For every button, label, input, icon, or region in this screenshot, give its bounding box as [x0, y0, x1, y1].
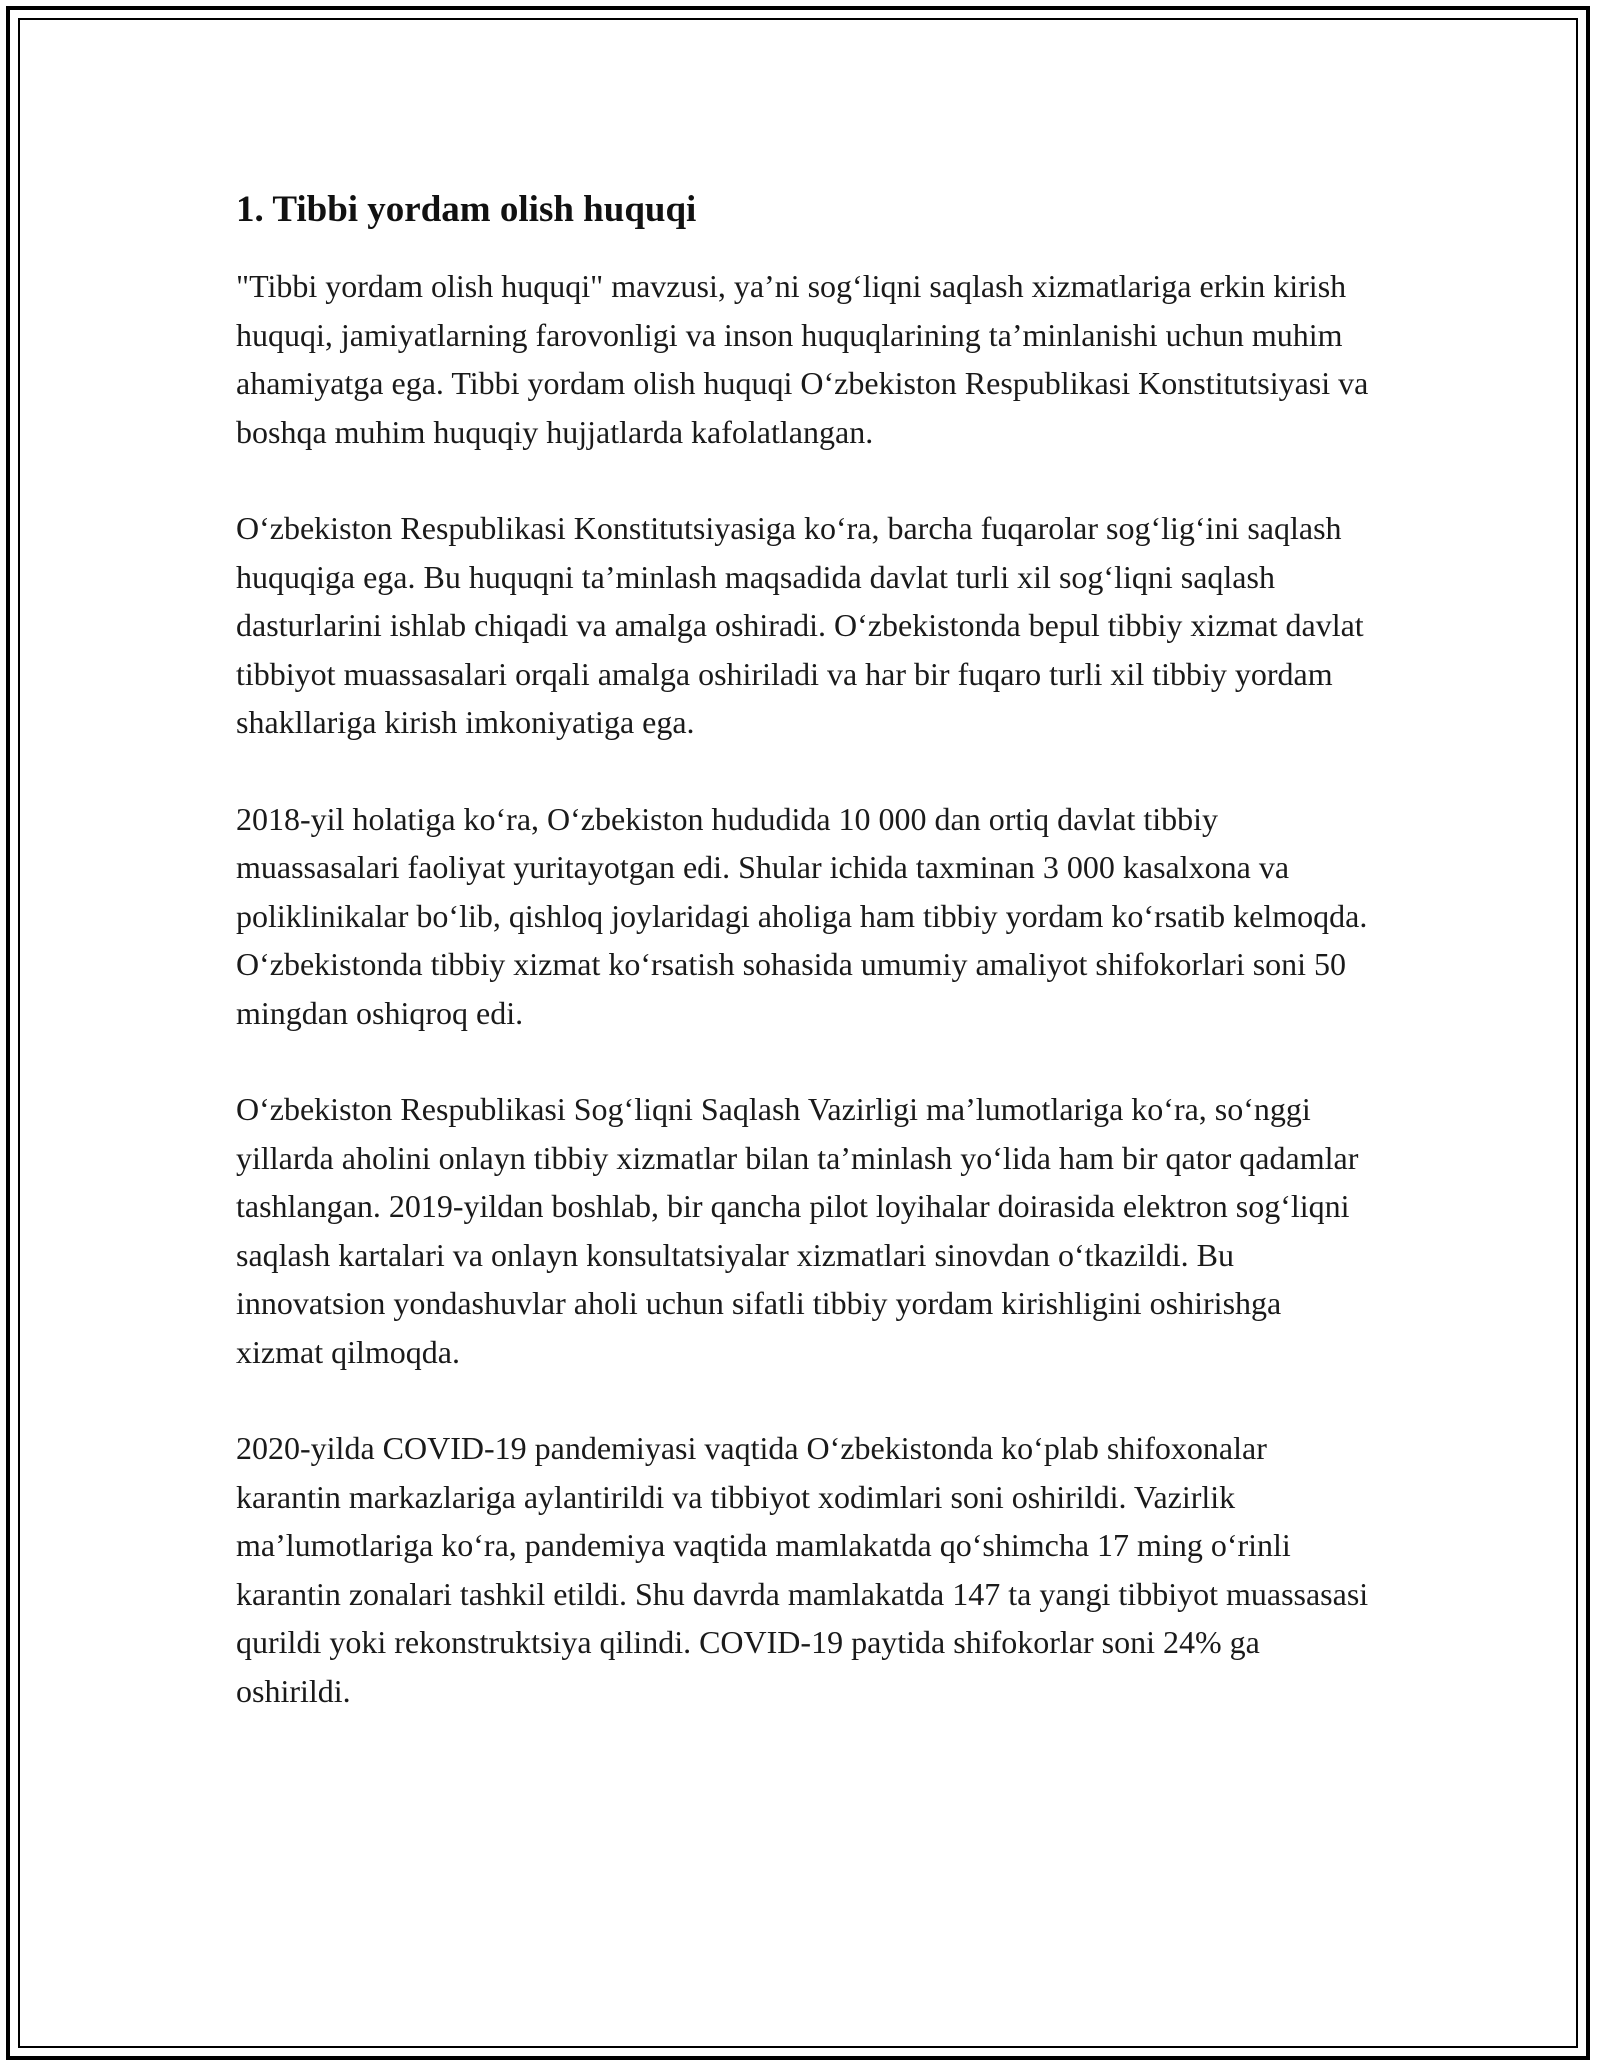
paragraph-constitution: O‘zbekiston Respublikasi Konstitutsiyasiga ko‘ra, barcha fuqarolar sog‘lig‘ini saqlash huquqiga ega. Bu huquqni ta’minlash maqsadida davlat turli xil sog‘liqni saqlash dasturlarini ishlab chiqadi va amalga oshiradi. O‘zbekistonda bepul tibbiy xizmat davlat tibbiyot muassasalari orqali amalga oshiriladi va har bir fuqaro turli xil tibbiy yordam shakllariga kirish imkoniyatiga ega.	[236, 510, 1364, 741]
paragraph-statistics-2018: 2018-yil holatiga ko‘ra, O‘zbekiston hududida 10 000 dan ortiq davlat tibbiy muassasalari faoliyat yuritayotgan edi. Shular ichida taxminan 3 000 kasalxona va poliklinikalar bo‘lib, qishloq joylaridagi aholiga ham tibbiy yordam ko‘rsatib kelmoqda. O‘zbekistonda tibbiy xizmat ko‘rsatish sohasida umumiy amaliyot shifokorlari soni 50 mingdan oshiqroq edi.	[236, 800, 1368, 1031]
section-heading: 1. Tibbi yordam olish huquqi	[236, 189, 697, 230]
paragraph-online-services: O‘zbekiston Respublikasi Sog‘liqni Saqlash Vazirligi ma’lumotlariga ko‘ra, so‘nggi yillarda aholini onlayn tibbiy xizmatlar bilan ta’minlash yo‘lida ham bir qator qadamlar tashlangan. 2019-yildan boshlab, bir qancha pilot loyihalar doirasida elektron sog‘liqni saqlash kartalari va onlayn konsultatsiyalar xizmatlari sinovdan o‘tkazildi. Bu innovatsion yondashuvlar aholi uchun sifatli tibbiy yordam kirishligini oshirishga xizmat qilmoqda.	[236, 1091, 1359, 1370]
paragraph-covid-19: 2020-yilda COVID-19 pandemiyasi vaqtida O‘zbekistonda ko‘plab shifoxonalar karantin markazlariga aylantirildi va tibbiyot xodimlari soni oshirildi. Vazirlik ma’lumotlariga ko‘ra, pandemiya vaqtida mamlakatda qo‘shimcha 17 ming o‘rinli karantin zonalari tashkil etildi. Shu davrda mamlakatda 147 ta yangi tibbiyot muassasasi qurildi yoki rekonstruktsiya qilindi. COVID-19 paytida shifokorlar soni 24% ga oshirildi.	[236, 1430, 1369, 1709]
paragraph-intro: "Tibbi yordam olish huquqi" mavzusi, ya’ni sog‘liqni saqlash xizmatlariga erkin kirish huquqi, jamiyatlarning farovonligi va inson huquqlarining ta’minlanishi uchun muhim ahamiyatga ega. Tibbi yordam olish huquqi O‘zbekiston Respublikasi Konstitutsiyasi va boshqa muhim huquqiy hujjatlarda kafolatlangan.	[236, 268, 1369, 450]
document-body	[236, 186, 1376, 1763]
